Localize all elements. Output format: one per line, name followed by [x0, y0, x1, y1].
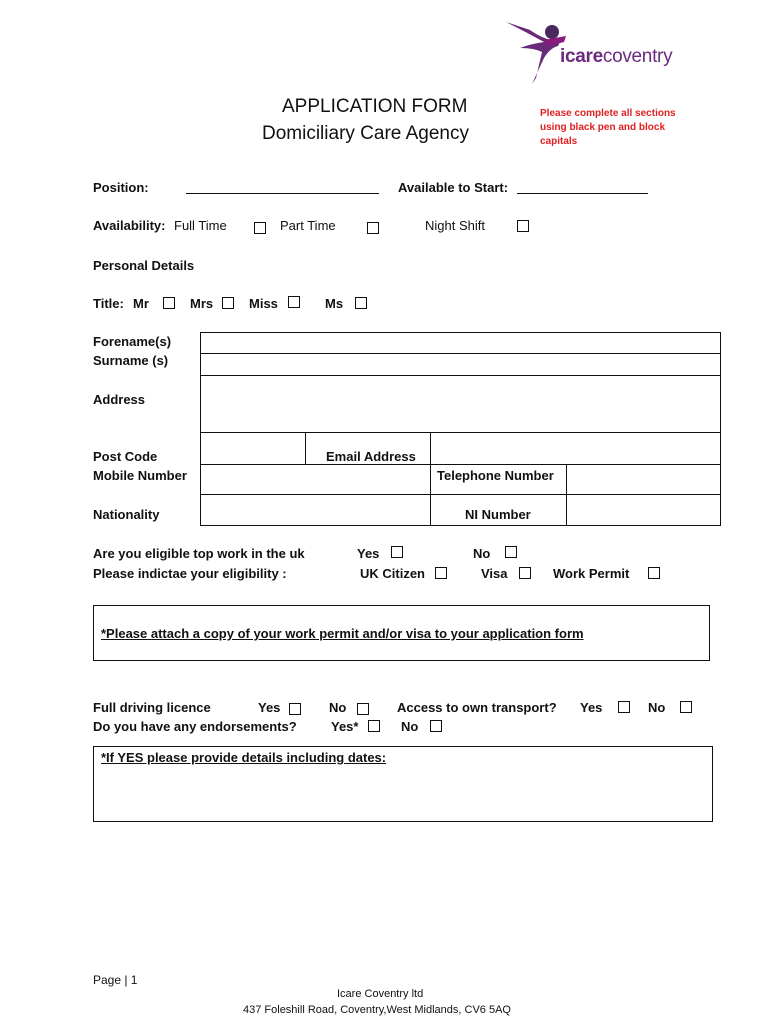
available-to-start-label: Available to Start:	[398, 180, 509, 195]
endorsement-details-note: *If YES please provide details including dates:	[101, 750, 387, 765]
form-title: APPLICATION FORM	[282, 96, 468, 117]
part-time-checkbox[interactable]	[367, 222, 379, 234]
eligible-yes-label: Yes	[357, 546, 380, 561]
address-field[interactable]	[200, 375, 721, 433]
post-code-label: Post Code	[93, 449, 158, 464]
footer-address: 437 Foleshill Road, Coventry,West Midlands, CV6 5AQ	[243, 1004, 511, 1016]
forenames-field[interactable]	[200, 332, 721, 354]
title-label: Title:	[93, 296, 124, 311]
notice-line: Please complete all sections	[540, 108, 676, 119]
available-to-start-field[interactable]	[517, 193, 648, 194]
notice-line: capitals	[540, 136, 578, 147]
night-shift-checkbox[interactable]	[517, 220, 529, 232]
forenames-label: Forename(s)	[93, 334, 172, 349]
surname-label: Surname (s)	[93, 353, 169, 368]
endorsements-yes-label: Yes*	[331, 719, 359, 734]
title-ms-checkbox[interactable]	[355, 297, 367, 309]
personal-details-heading: Personal Details	[93, 258, 195, 273]
eligible-question: Are you eligible top work in the uk	[93, 546, 305, 561]
title-mrs-checkbox[interactable]	[222, 297, 234, 309]
transport-label: Access to own transport?	[397, 700, 557, 715]
work-permit-checkbox[interactable]	[648, 567, 660, 579]
part-time-label: Part Time	[280, 218, 336, 233]
ni-number-field[interactable]	[566, 494, 721, 526]
uk-citizen-label: UK Citizen	[360, 566, 425, 581]
mobile-number-label: Mobile Number	[93, 468, 187, 483]
surname-field[interactable]	[200, 353, 721, 376]
licence-no-label: No	[329, 700, 347, 715]
attach-note-text: *Please attach a copy of your work permit and/or visa to your application form	[101, 626, 584, 641]
notice-line: using black pen and block	[540, 122, 666, 133]
address-label: Address	[93, 392, 146, 407]
ni-number-label: NI Number	[465, 507, 531, 522]
email-address-field[interactable]	[430, 432, 721, 465]
eligible-no-checkbox[interactable]	[505, 546, 517, 558]
availability-label: Availability:	[93, 218, 166, 233]
licence-yes-label: Yes	[258, 700, 281, 715]
transport-yes-label: Yes	[580, 700, 603, 715]
endorsements-no-checkbox[interactable]	[430, 720, 442, 732]
nationality-field[interactable]	[200, 494, 431, 526]
logo-brand-icare: icare	[560, 46, 603, 67]
work-permit-label: Work Permit	[553, 566, 630, 581]
telephone-number-label: Telephone Number	[437, 468, 554, 483]
endorsements-no-label: No	[401, 719, 419, 734]
transport-yes-checkbox[interactable]	[618, 701, 630, 713]
visa-checkbox[interactable]	[519, 567, 531, 579]
footer-company: Icare Coventry ltd	[337, 988, 424, 1000]
full-time-label: Full Time	[174, 218, 227, 233]
position-label: Position:	[93, 180, 149, 195]
title-miss-label: Miss	[249, 296, 278, 311]
instruction-notice	[540, 107, 676, 149]
night-shift-label: Night Shift	[425, 218, 485, 233]
position-field[interactable]	[186, 193, 379, 194]
eligible-yes-checkbox[interactable]	[391, 546, 403, 558]
mobile-number-field[interactable]	[200, 464, 431, 495]
licence-yes-checkbox[interactable]	[289, 703, 301, 715]
company-logo	[500, 18, 700, 86]
title-mr-checkbox[interactable]	[163, 297, 175, 309]
nationality-label: Nationality	[93, 507, 160, 522]
telephone-number-field[interactable]	[566, 464, 721, 495]
title-ms-label: Ms	[325, 296, 344, 311]
title-miss-checkbox[interactable]	[288, 296, 300, 308]
title-mr-label: Mr	[133, 296, 149, 311]
licence-no-checkbox[interactable]	[357, 703, 369, 715]
eligible-no-label: No	[473, 546, 491, 561]
transport-no-label: No	[648, 700, 666, 715]
post-code-field[interactable]	[200, 432, 306, 465]
title-mrs-label: Mrs	[190, 296, 214, 311]
visa-label: Visa	[481, 566, 508, 581]
driving-licence-label: Full driving licence	[93, 700, 211, 715]
email-address-label: Email Address	[326, 449, 416, 464]
uk-citizen-checkbox[interactable]	[435, 567, 447, 579]
indicate-eligibility-label: Please indictae your eligibility :	[93, 566, 287, 581]
transport-no-checkbox[interactable]	[680, 701, 692, 713]
page-number: Page | 1	[93, 973, 138, 987]
full-time-checkbox[interactable]	[254, 222, 266, 234]
endorsements-label: Do you have any endorsements?	[93, 719, 297, 734]
endorsements-yes-checkbox[interactable]	[368, 720, 380, 732]
logo-brand-coventry: coventry	[602, 46, 673, 67]
form-subtitle: Domiciliary Care Agency	[262, 123, 469, 144]
